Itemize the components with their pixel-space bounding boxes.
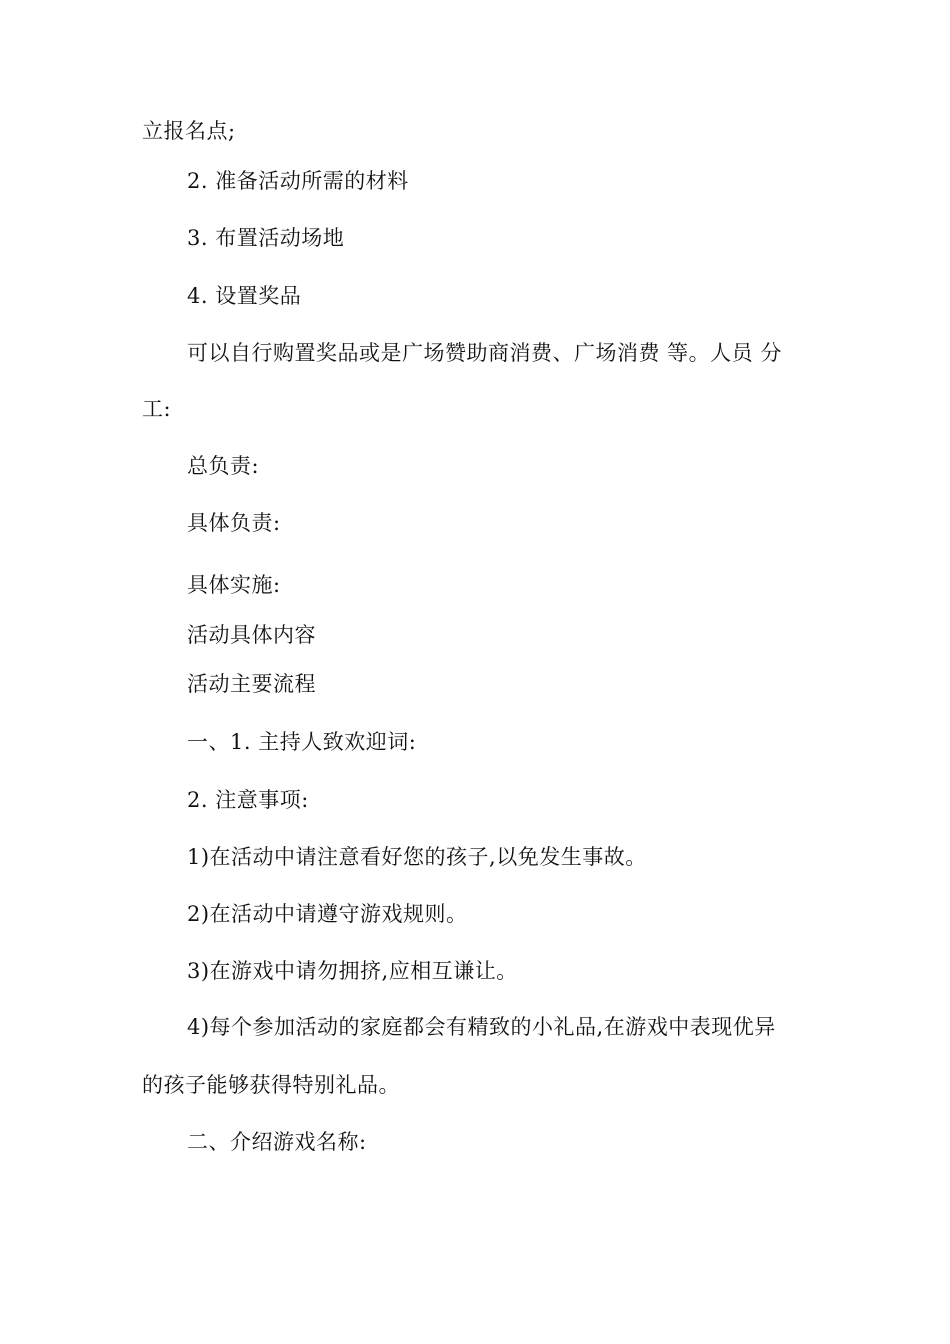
paragraph-prizes-detail: 可以自行购置奖品或是广场赞助商消费、广场消费 等。人员 分	[187, 341, 782, 365]
list-item-materials: 2. 准备活动所需的材料	[187, 169, 409, 193]
note-item-1: 1)在活动中请注意看好您的孩子,以免发生事故。	[187, 845, 647, 869]
section-heading-content: 活动具体内容	[187, 623, 316, 647]
note-item-4: 4)每个参加活动的家庭都会有精致的小礼品,在游戏中表现优异	[187, 1015, 776, 1039]
process-step-notes: 2. 注意事项:	[187, 788, 309, 812]
text-line: 立报名点;	[142, 119, 236, 143]
role-implementation: 具体实施:	[187, 573, 281, 597]
process-step-welcome: 一、1. 主持人致欢迎词:	[187, 730, 417, 754]
role-general-lead: 总负责:	[187, 454, 260, 478]
section-heading-process: 活动主要流程	[187, 672, 316, 696]
note-item-3: 3)在游戏中请勿拥挤,应相互谦让。	[187, 959, 518, 983]
note-item-2: 2)在活动中请遵守游戏规则。	[187, 902, 468, 926]
role-specific-lead: 具体负责:	[187, 511, 281, 535]
list-item-prizes: 4. 设置奖品	[187, 284, 302, 308]
text-line: 的孩子能够获得特别礼品。	[142, 1073, 400, 1097]
text-line: 工:	[142, 397, 172, 421]
list-item-venue: 3. 布置活动场地	[187, 226, 345, 250]
process-step-games: 二、介绍游戏名称:	[187, 1130, 367, 1154]
